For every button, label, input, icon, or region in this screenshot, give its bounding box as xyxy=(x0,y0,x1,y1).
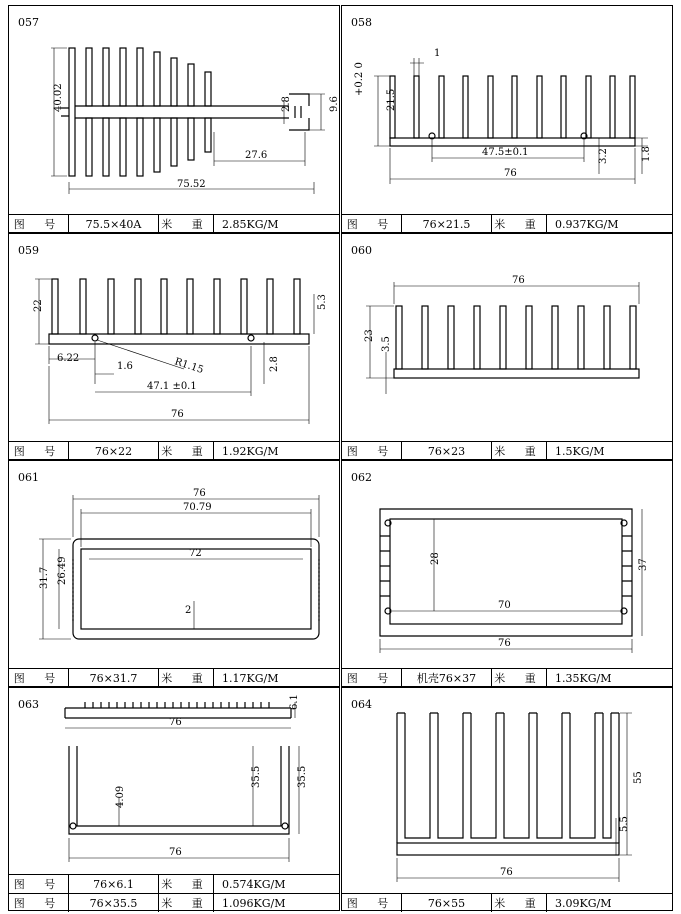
profile-drawing-058 xyxy=(342,6,674,215)
model-number: 76×55 xyxy=(402,894,492,912)
dim-radius: R1.15 xyxy=(173,356,205,377)
label-meter-weight: 米 重 xyxy=(161,672,211,685)
dim-width: 76 xyxy=(169,847,182,858)
profile-cell-061 xyxy=(8,460,340,687)
dim-base: 5.5 xyxy=(619,816,630,832)
label-meter-weight: 米 重 xyxy=(494,897,544,910)
dim-height: 23 xyxy=(364,329,375,342)
model-number: 76×22 xyxy=(69,442,159,460)
profile-code: 061 xyxy=(18,471,39,484)
label-figure-no: 图 号 xyxy=(346,218,397,231)
model-number: 76×23 xyxy=(402,442,492,460)
label-meter-weight: 米 重 xyxy=(161,218,211,231)
profile-cell-062 xyxy=(341,460,673,687)
model-number: 75.5×40A xyxy=(69,215,159,233)
lower-fins xyxy=(86,118,211,176)
dim-height: 37 xyxy=(638,558,649,571)
dim-top-width: 76 xyxy=(169,717,182,728)
dim-d1: 2.8 xyxy=(281,96,292,112)
dim-height: 21.5 xyxy=(386,88,397,111)
dim-d1: 4.09 xyxy=(115,785,126,808)
profile-code: 062 xyxy=(351,471,372,484)
weight-value: 0.574KG/M xyxy=(222,877,286,891)
dim-width: 76 xyxy=(498,638,511,649)
profile-cell-059 xyxy=(8,233,340,460)
label-figure-no: 图 号 xyxy=(13,897,64,910)
fins xyxy=(52,279,300,334)
dim-d2: 1.8 xyxy=(641,146,652,162)
profile-drawing-057 xyxy=(9,6,341,215)
model-number: 76×6.1 xyxy=(69,875,159,893)
dim-inner2: 72 xyxy=(189,548,202,559)
dim-width: 76 xyxy=(193,488,206,499)
info-row xyxy=(342,441,672,460)
profile-code: 064 xyxy=(351,698,372,711)
dim-top-height: 6.1 xyxy=(289,694,300,710)
dim-width: 75.52 xyxy=(177,179,206,190)
label-meter-weight: 米 重 xyxy=(494,445,544,458)
profile-drawing-061 xyxy=(9,461,341,669)
dim-height: 31.7 xyxy=(39,566,50,589)
dim-inner-height: 26.49 xyxy=(57,556,68,585)
model-number: 76×31.7 xyxy=(69,669,159,687)
info-row-2 xyxy=(9,893,339,912)
profile-cell-064 xyxy=(341,687,673,911)
profile-cell-058 xyxy=(341,5,673,233)
dim-d1: 3.2 xyxy=(598,148,609,164)
info-row xyxy=(9,214,339,233)
profile-cell-057 xyxy=(8,5,340,233)
label-figure-no: 图 号 xyxy=(346,897,397,910)
dim-d1: 2 xyxy=(185,605,192,616)
dim-fin-length: 27.6 xyxy=(245,150,268,161)
dim-tolerance: +0.2 0 xyxy=(354,62,365,96)
info-row xyxy=(342,668,672,687)
label-meter-weight: 米 重 xyxy=(161,445,211,458)
label-figure-no: 图 号 xyxy=(13,445,64,458)
label-figure-no: 图 号 xyxy=(346,445,397,458)
dim-d3: 1.6 xyxy=(117,361,133,372)
profile-cell-060 xyxy=(341,233,673,460)
dim-h2: 35.5 xyxy=(297,765,308,788)
info-row xyxy=(9,874,339,893)
profile-drawing-059 xyxy=(9,234,341,442)
profile-drawing-064 xyxy=(342,688,674,893)
info-row xyxy=(9,668,339,687)
profile-drawing-063 xyxy=(9,688,341,874)
profile-drawing-062 xyxy=(342,461,674,669)
dim-pitch: 47.5±0.1 xyxy=(482,147,529,158)
dim-width: 76 xyxy=(500,867,513,878)
dim-top: 1 xyxy=(434,48,441,59)
fins xyxy=(390,76,635,138)
weight-value: 1.35KG/M xyxy=(555,671,612,685)
profile-drawing-060 xyxy=(342,234,674,442)
weight-value: 2.85KG/M xyxy=(222,217,279,231)
dim-d4: 2.8 xyxy=(269,356,280,372)
info-row xyxy=(342,214,672,233)
label-figure-no: 图 号 xyxy=(13,218,64,231)
profile-code: 063 xyxy=(18,698,39,711)
dim-d2: 9.6 xyxy=(329,96,340,112)
dim-d1: 5.3 xyxy=(317,294,328,310)
dim-height: 22 xyxy=(33,299,44,312)
dim-height: 55 xyxy=(633,771,644,784)
label-meter-weight: 米 重 xyxy=(161,897,211,910)
dim-inner: 70.79 xyxy=(183,502,212,513)
model-number-2: 76×35.5 xyxy=(69,894,159,912)
label-figure-no: 图 号 xyxy=(13,672,64,685)
model-number: 机壳76×37 xyxy=(402,669,492,687)
dim-d2: 6.22 xyxy=(57,353,80,364)
label-figure-no: 图 号 xyxy=(346,672,397,685)
dim-pitch: 47.1 ±0.1 xyxy=(147,381,197,392)
model-number: 76×21.5 xyxy=(402,215,492,233)
dim-inner-height: 28 xyxy=(430,552,441,565)
label-meter-weight: 米 重 xyxy=(494,672,544,685)
dim-width: 76 xyxy=(171,409,184,420)
weight-value: 1.92KG/M xyxy=(222,444,279,458)
dim-base: 3.5 xyxy=(381,336,392,352)
dim-width: 76 xyxy=(504,168,517,179)
label-figure-no: 图 号 xyxy=(13,878,64,891)
dim-height: 40.02 xyxy=(53,83,64,112)
dim-h1: 35.5 xyxy=(251,765,262,788)
profile-code: 058 xyxy=(351,16,372,29)
profile-cell-063 xyxy=(8,687,340,911)
label-meter-weight: 米 重 xyxy=(494,218,544,231)
info-row xyxy=(9,441,339,460)
upper-fins xyxy=(86,48,211,106)
weight-value: 0.937KG/M xyxy=(555,217,619,231)
weight-value-2: 1.096KG/M xyxy=(222,896,286,910)
weight-value: 3.09KG/M xyxy=(555,896,612,910)
weight-value: 1.5KG/M xyxy=(555,444,605,458)
dim-width: 76 xyxy=(512,275,525,286)
label-meter-weight: 米 重 xyxy=(161,878,211,891)
weight-value: 1.17KG/M xyxy=(222,671,279,685)
fins xyxy=(397,713,619,843)
fins xyxy=(396,306,636,369)
profile-code: 060 xyxy=(351,244,372,257)
profile-code: 059 xyxy=(18,244,39,257)
info-row xyxy=(342,893,672,912)
dim-inner-width: 70 xyxy=(498,600,511,611)
profile-code: 057 xyxy=(18,16,39,29)
